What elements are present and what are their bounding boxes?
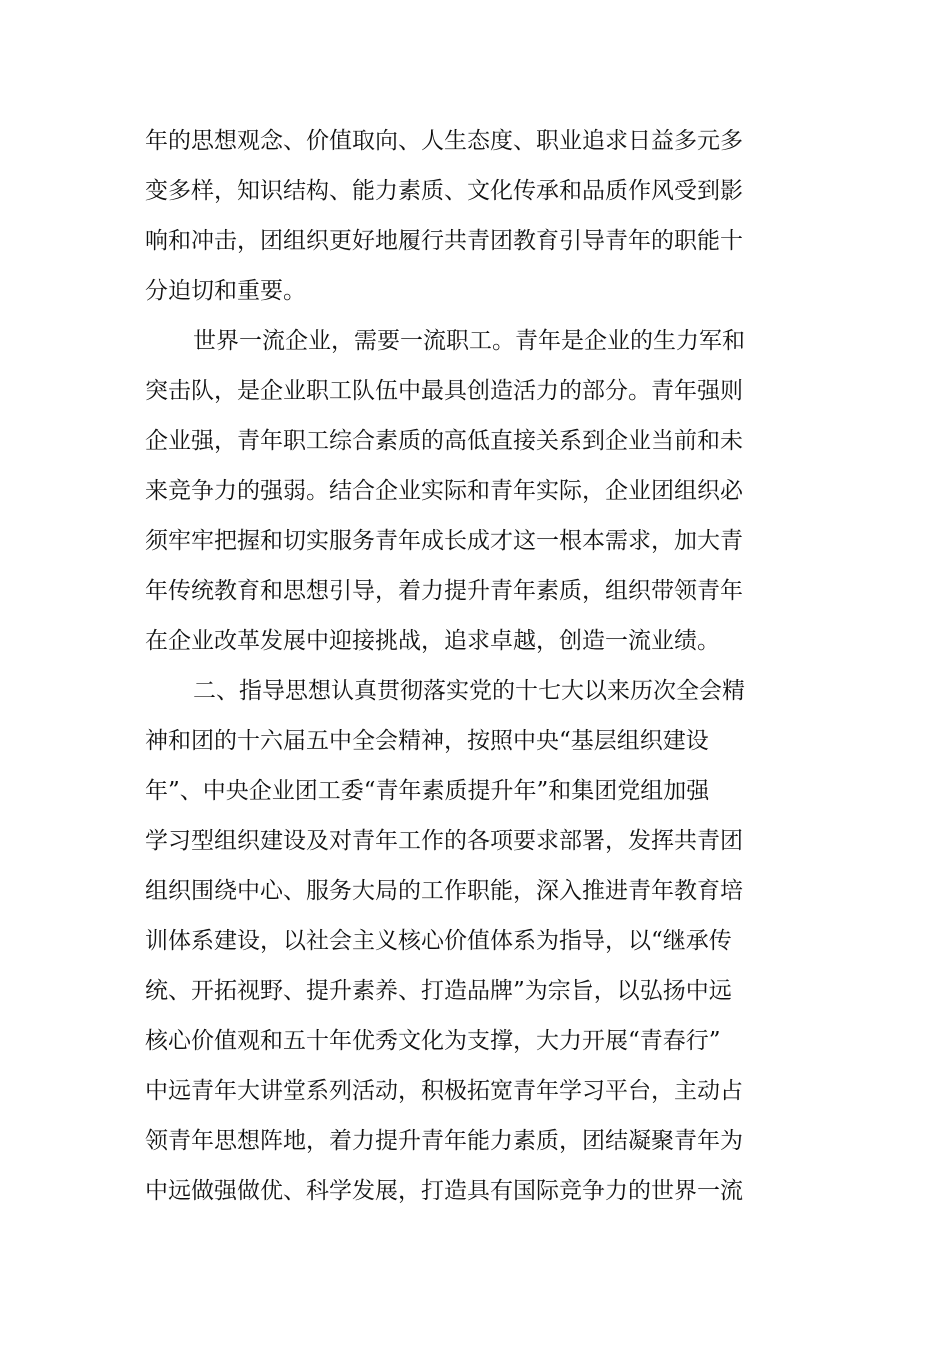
text-line: 神和团的十六届五中全会精神，按照中央“基层组织建设: [145, 728, 709, 754]
text-line: 年”、中央企业团工委“青年素质提升年”和集团党组加强: [145, 778, 710, 804]
paragraph-1: [145, 116, 745, 316]
text-line: 核心价值观和五十年优秀文化为支撑，大力开展“青春行”: [145, 1028, 721, 1054]
text-line: 组织围绕中心、服务大局的工作职能，深入推进青年教育培: [145, 878, 743, 904]
text-line: 突击队，是企业职工队伍中最具创造活力的部分。青年强则: [145, 378, 743, 404]
text-line: 世界一流企业，需要一流职工。青年是企业的生力军和: [193, 328, 745, 354]
body-text: [145, 116, 745, 1216]
text-line: 二、指导思想认真贯彻落实党的十七大以来历次全会精: [193, 678, 745, 704]
text-line: 分迫切和重要。: [145, 278, 306, 304]
text-line: 响和冲击，团组织更好地履行共青团教育引导青年的职能十: [145, 228, 743, 254]
text-line: 训体系建设，以社会主义核心价值体系为指导，以“继承传: [145, 928, 732, 954]
text-line: 变多样，知识结构、能力素质、文化传承和品质作风受到影: [145, 178, 743, 204]
text-line: 来竞争力的强弱。结合企业实际和青年实际，企业团组织必: [145, 478, 743, 504]
text-line: 中远青年大讲堂系列活动，积极拓宽青年学习平台，主动占: [145, 1078, 743, 1104]
text-line: 领青年思想阵地，着力提升青年能力素质，团结凝聚青年为: [145, 1128, 743, 1154]
text-line: 企业强，青年职工综合素质的高低直接关系到企业当前和未: [145, 428, 743, 454]
text-line: 年的思想观念、价值取向、人生态度、职业追求日益多元多: [145, 128, 743, 154]
text-line: 年传统教育和思想引导，着力提升青年素质，组织带领青年: [145, 578, 743, 604]
text-line: 在企业改革发展中迎接挑战，追求卓越，创造一流业绩。: [145, 628, 720, 654]
text-line: 学习型组织建设及对青年工作的各项要求部署，发挥共青团: [145, 828, 743, 854]
text-line: 中远做强做优、科学发展，打造具有国际竞争力的世界一流: [145, 1178, 743, 1204]
text-line: 统、开拓视野、提升素养、打造品牌”为宗旨，以弘扬中远: [145, 978, 732, 1004]
text-line: 须牢牢把握和切实服务青年成长成才这一根本需求，加大青: [145, 528, 743, 554]
paragraph-3: [145, 666, 745, 1216]
paragraph-2: [145, 316, 745, 666]
